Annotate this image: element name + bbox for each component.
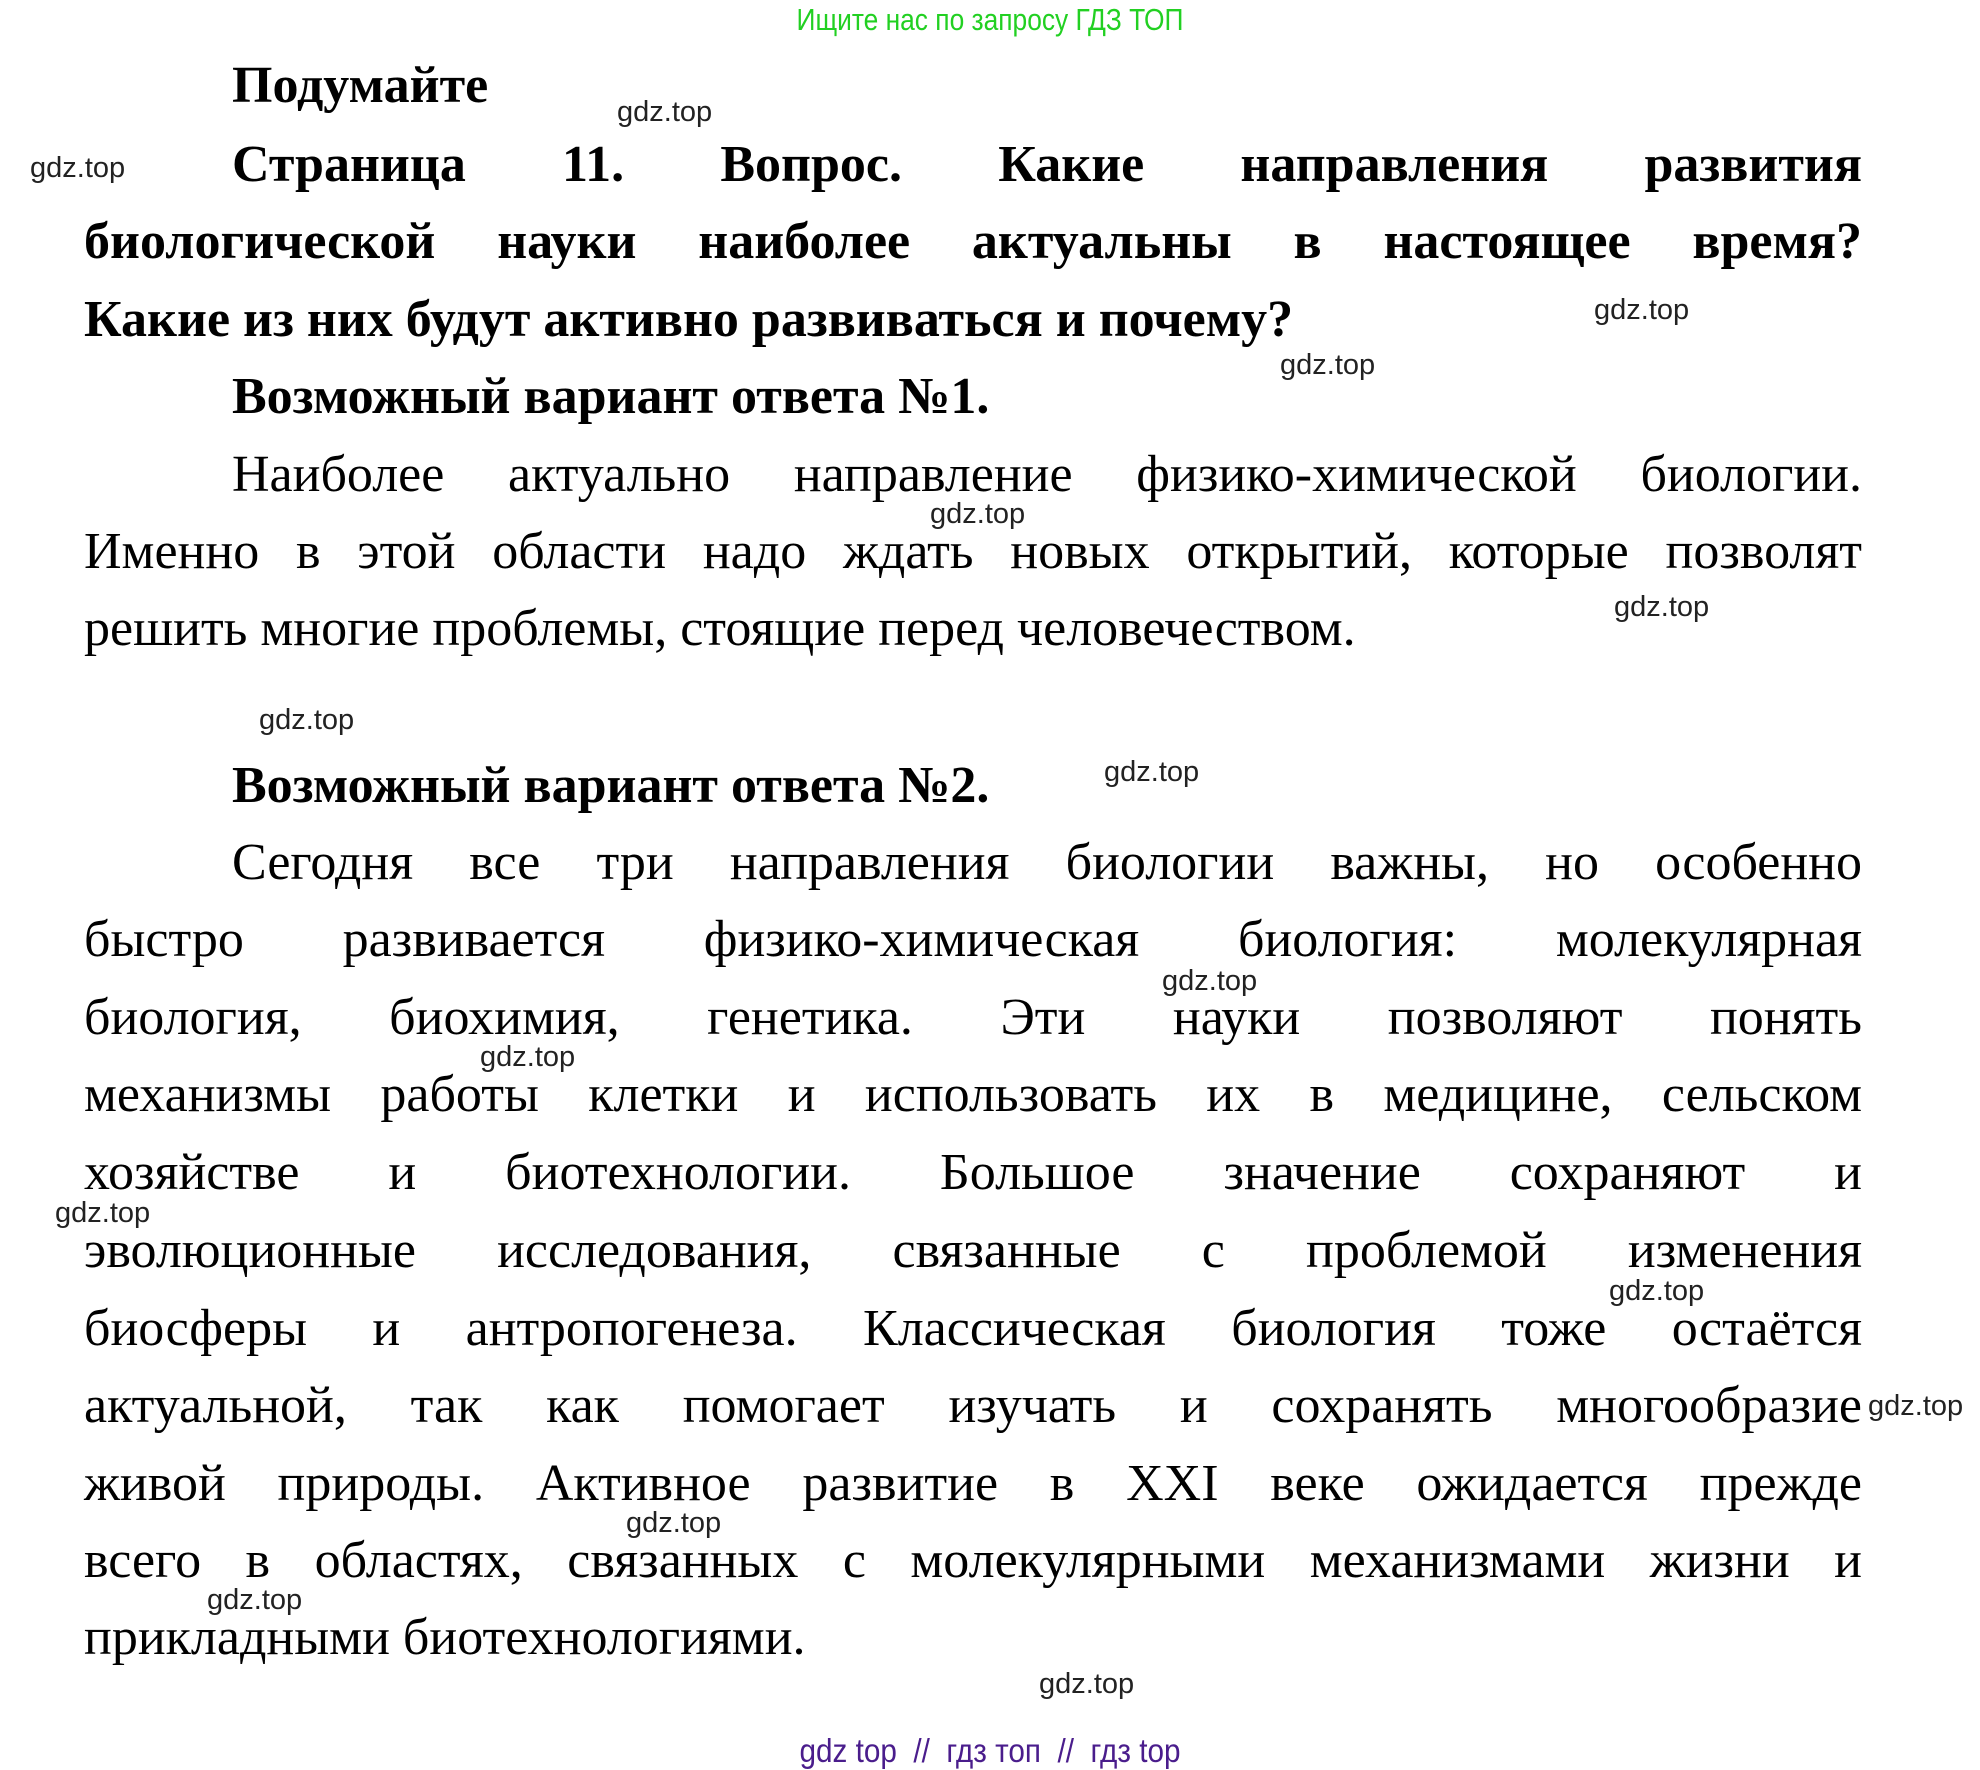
question-line: Страница 11. Вопрос. Какие направления развития: [232, 136, 1862, 193]
question-line: биологической науки наиболее актуальны в настоящее время?: [84, 213, 1862, 270]
watermark: gdz.top: [1868, 1390, 1964, 1422]
answer2-line: быстро развивается физико-химическая биология: молекулярная: [84, 911, 1862, 968]
answer2-title: Возможный вариант ответа №2.: [232, 757, 990, 814]
answer1-line: Наиболее актуально направление физико-химической биологии.: [232, 446, 1862, 503]
watermark: gdz.top: [259, 704, 355, 736]
watermark: gdz.top: [207, 1584, 303, 1616]
watermark: gdz.top: [1162, 965, 1258, 997]
search-banner: Ищите нас по запросу ГДЗ ТОП: [796, 2, 1184, 37]
watermark: gdz.top: [55, 1197, 151, 1229]
watermark: gdz.top: [1104, 756, 1200, 788]
answer1-line: Именно в этой области надо ждать новых открытий, которые позволят: [84, 523, 1862, 580]
watermark: gdz.top: [30, 152, 126, 184]
watermark: gdz.top: [930, 498, 1026, 530]
answer1-title: Возможный вариант ответа №1.: [232, 368, 990, 425]
answer2-line: биосферы и антропогенеза. Классическая биология тоже остаётся: [84, 1300, 1862, 1357]
answer2-line: живой природы. Активное развитие в XXI веке ожидается прежде: [84, 1455, 1862, 1512]
footer-links: gdz top // гдз топ // гдз top: [799, 1732, 1181, 1769]
answer2-line: механизмы работы клетки и использовать их в медицине, сельском: [84, 1066, 1862, 1123]
answer2-line: актуальной, так как помогает изучать и сохранять многообразие: [84, 1377, 1862, 1434]
question-line: Какие из них будут активно развиваться и почему?: [84, 291, 1294, 348]
watermark: gdz.top: [617, 96, 713, 128]
answer1-line: решить многие проблемы, стоящие перед человечеством.: [84, 600, 1356, 657]
answer2-line: биология, биохимия, генетика. Эти науки позволяют понять: [84, 989, 1862, 1046]
answer2-line: всего в областях, связанных с молекулярными механизмами жизни и: [84, 1532, 1862, 1589]
watermark: gdz.top: [1594, 294, 1690, 326]
watermark: gdz.top: [1039, 1668, 1135, 1700]
answer2-line: прикладными биотехнологиями.: [84, 1609, 806, 1666]
watermark: gdz.top: [1609, 1275, 1705, 1307]
answer2-line: эволюционные исследования, связанные с проблемой изменения: [84, 1222, 1862, 1279]
answer2-line: хозяйстве и биотехнологии. Большое значение сохраняют и: [84, 1144, 1862, 1201]
answer2-line: Сегодня все три направления биологии важны, но особенно: [232, 834, 1862, 891]
watermark: gdz.top: [480, 1041, 576, 1073]
watermark: gdz.top: [626, 1507, 722, 1539]
watermark: gdz.top: [1614, 591, 1710, 623]
watermark: gdz.top: [1280, 349, 1376, 381]
section-heading: Подумайте: [232, 57, 489, 114]
